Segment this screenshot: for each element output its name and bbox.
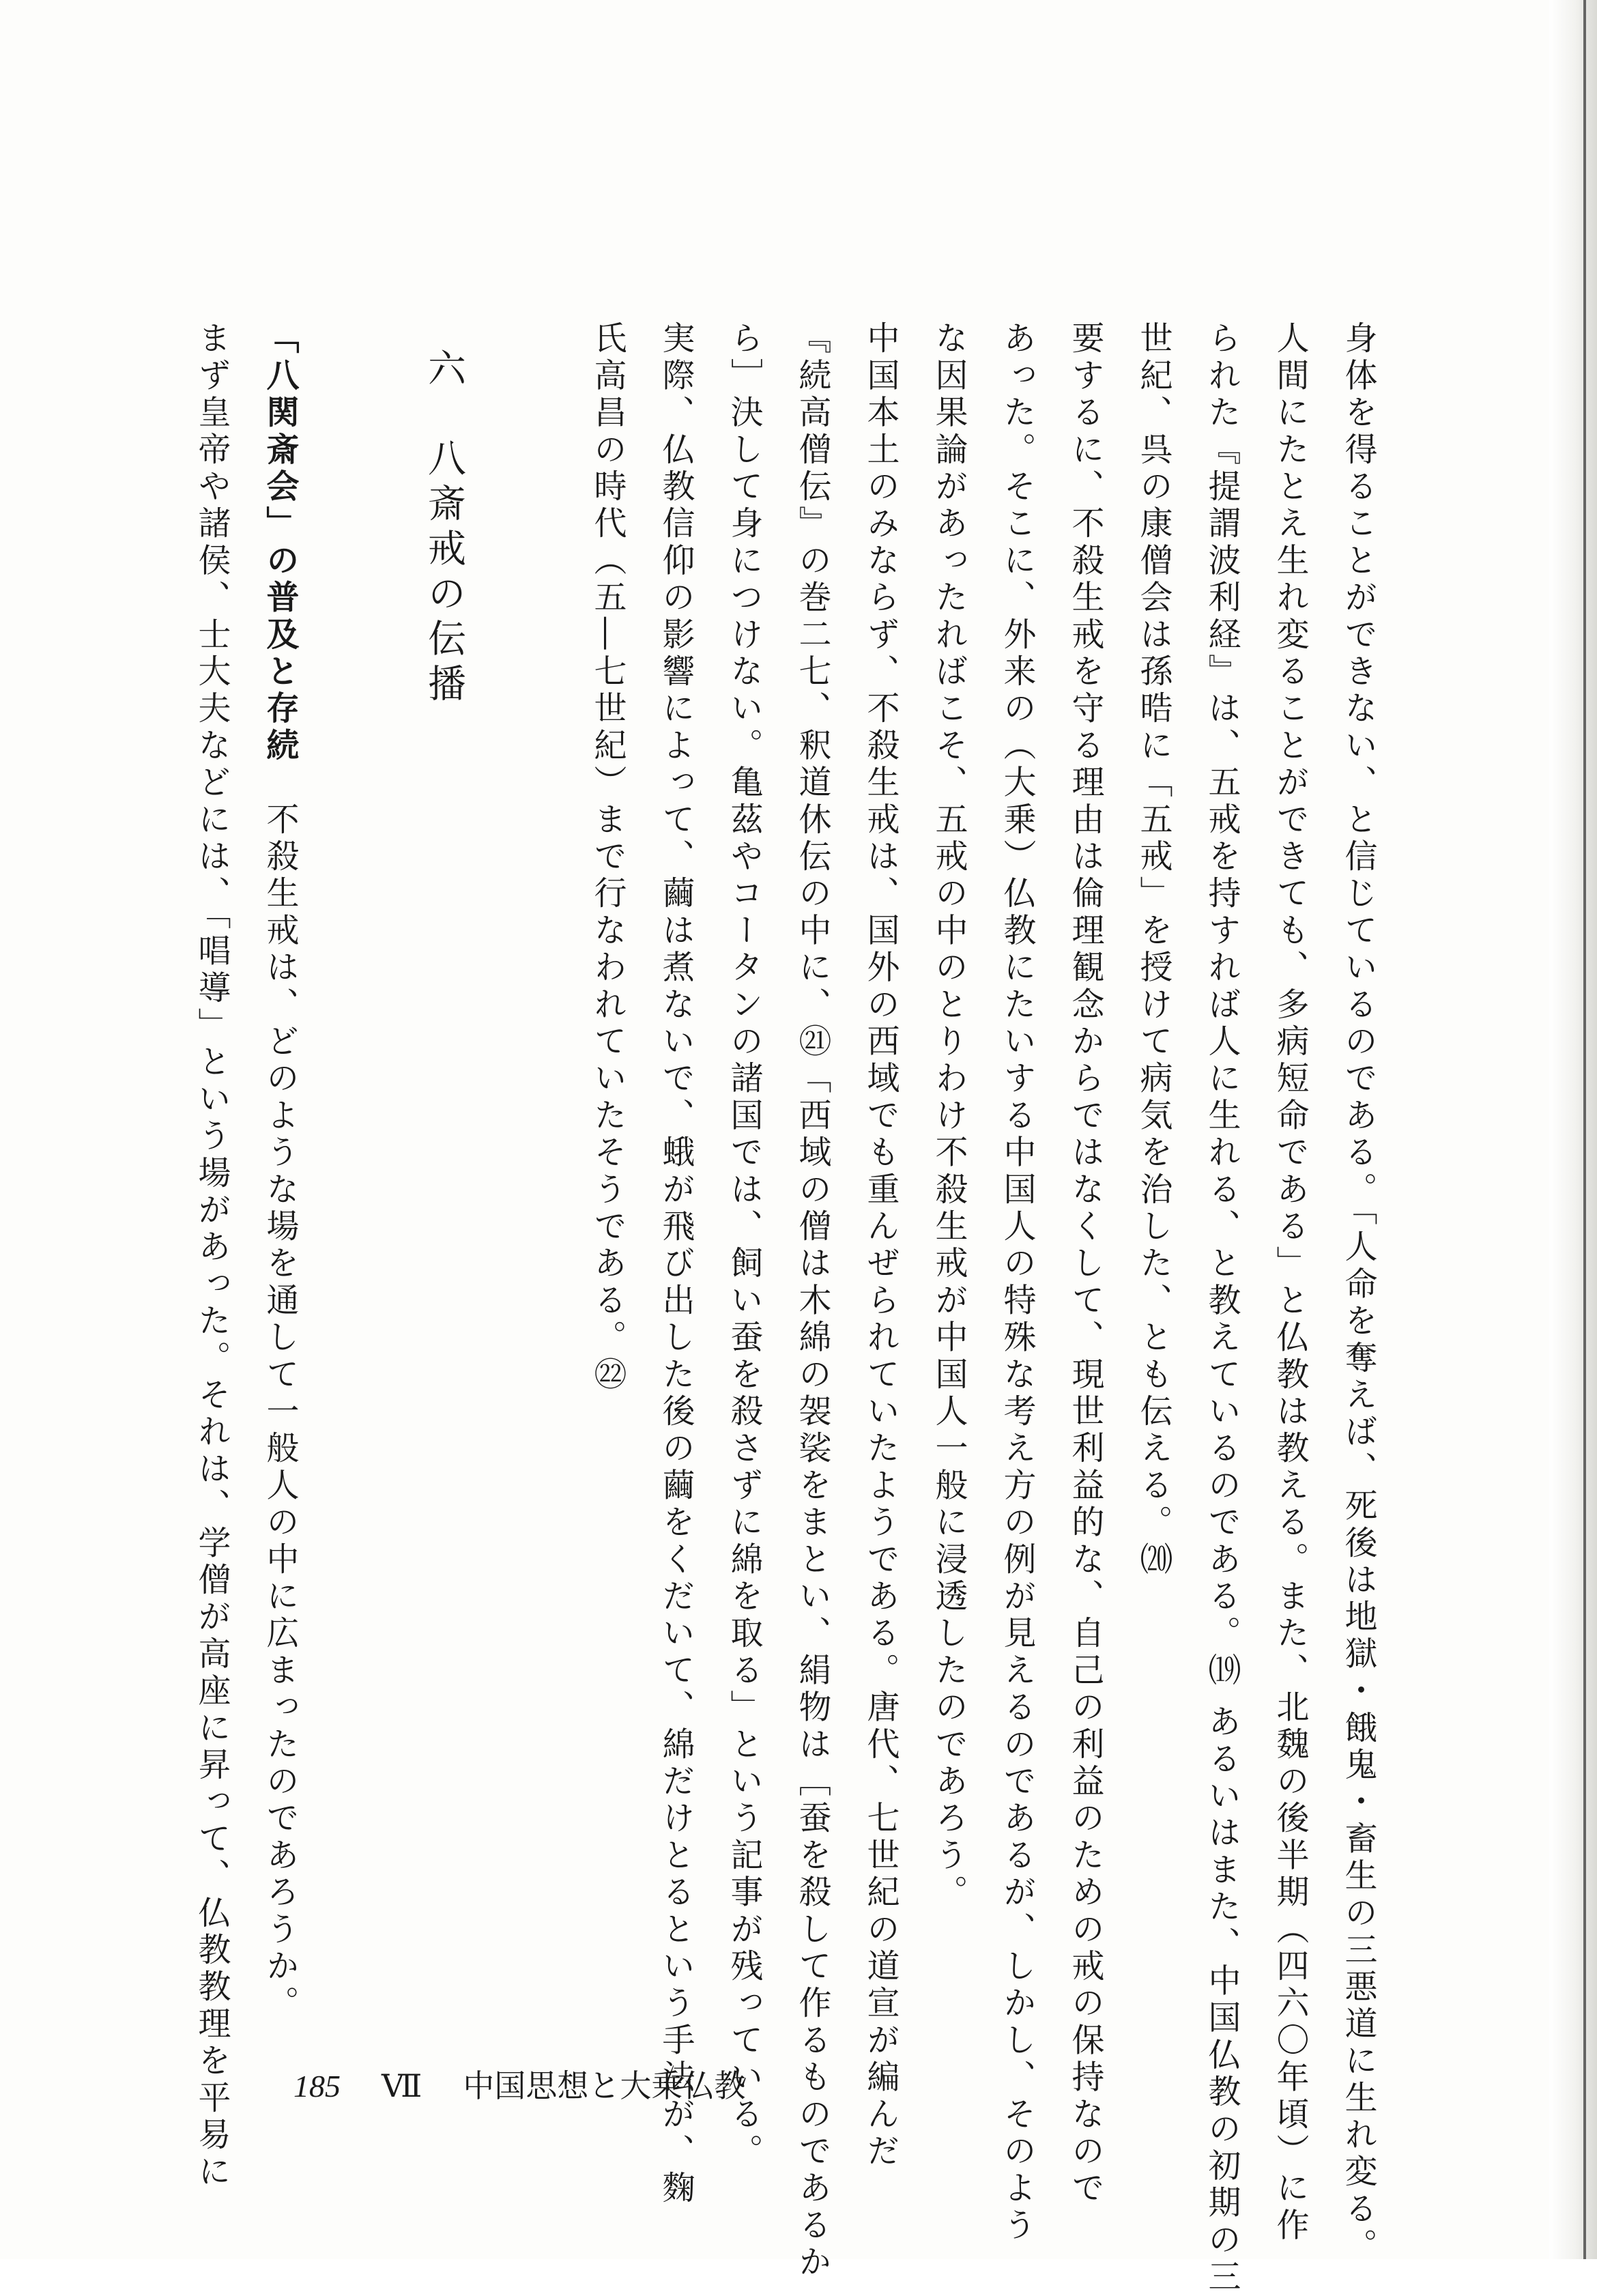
page-footer — [293, 2061, 745, 2106]
vertical-body-text — [192, 321, 1392, 2296]
chapter-number: Ⅶ — [382, 2067, 422, 2104]
subsection-column — [246, 321, 314, 2184]
section-gap — [478, 321, 573, 2184]
text-column: まず皇帝や諸侯、士大夫などには、「唱導」という場があった。それは、学僧が高座に昇って、仏教教理を平易に — [192, 321, 231, 2192]
text-column: 実際、仏教信仰の影響によって、繭は煮ないで、蛾が飛び出した後の繭をくだいて、綿だけとるという手法が、麴 — [657, 321, 695, 2208]
chapter-title: 中国思想と大乗仏教 — [463, 2067, 746, 2104]
text-column: 身体を得ることができない、と信じているのである。「人命を奪えば、死後は地獄・餓鬼・畜生の三悪道に生れ変る。 — [1339, 321, 1377, 2265]
page-edge-shadow — [1549, 0, 1597, 2259]
section-heading: 六 八斎戒の伝播 — [422, 348, 466, 708]
page-edge-line — [1583, 0, 1586, 2259]
text-column: 中国本土のみならず、不殺生戒は、国外の西域でも重んぜられていたようである。唐代、七世紀の道宣が編んだ — [861, 321, 900, 2170]
text-column: あった。そこに、外来の（大乗）仏教にたいする中国人の特殊な考え方の例が見えるのであるが、しかし、そのよう — [998, 321, 1036, 2245]
text-column: られた『提謂波利経』は、五戒を持すれば人に生れる、と教えているのである。⒆ あるいはまた、中国仏教の初期の三 — [1203, 321, 1241, 2296]
subsection-heading: 「八関斎会」の普及と存続 — [261, 321, 299, 765]
text-column: 氏高昌の時代（五―七世紀）まで行なわれていたそうである。㉒ — [588, 321, 627, 1394]
text-column: 要するに、不殺生戒を守る理由は倫理観念からではなくして、現世利益的な、自己の利益のための戒の保持なので — [1066, 321, 1104, 2208]
section-gap — [314, 321, 409, 2184]
subsection-text: 不殺生戒は、どのような場を通して一般人の中に広まったのであろうか。 — [261, 801, 299, 2023]
text-column: な因果論があったればこそ、五戒の中のとりわけ不殺生戒が中国人一般に浸透したのであろう。 — [930, 321, 968, 1912]
text-column: 『続高僧伝』の巻二七、釈道休伝の中に、㉑「西域の僧は木綿の袈裟をまとい、絹物は［蚕を殺して作るものであるか — [793, 321, 831, 2282]
text-column: 世紀、呉の康僧会は孫晧に「五戒」を授けて病気を治した、とも伝える。⒇ — [1134, 321, 1172, 1579]
text-column: ら］決して身につけない。亀茲やコータンの諸国では、飼い蚕を殺さずに綿を取る」という記事が残っている。 — [725, 321, 763, 2170]
text-column: 人間にたとえ生れ変ることができても、多病短命である」と仏教は教える。また、北魏の後半期（四六〇年頃）に作 — [1271, 321, 1309, 2245]
page-number: 185 — [293, 2069, 341, 2104]
